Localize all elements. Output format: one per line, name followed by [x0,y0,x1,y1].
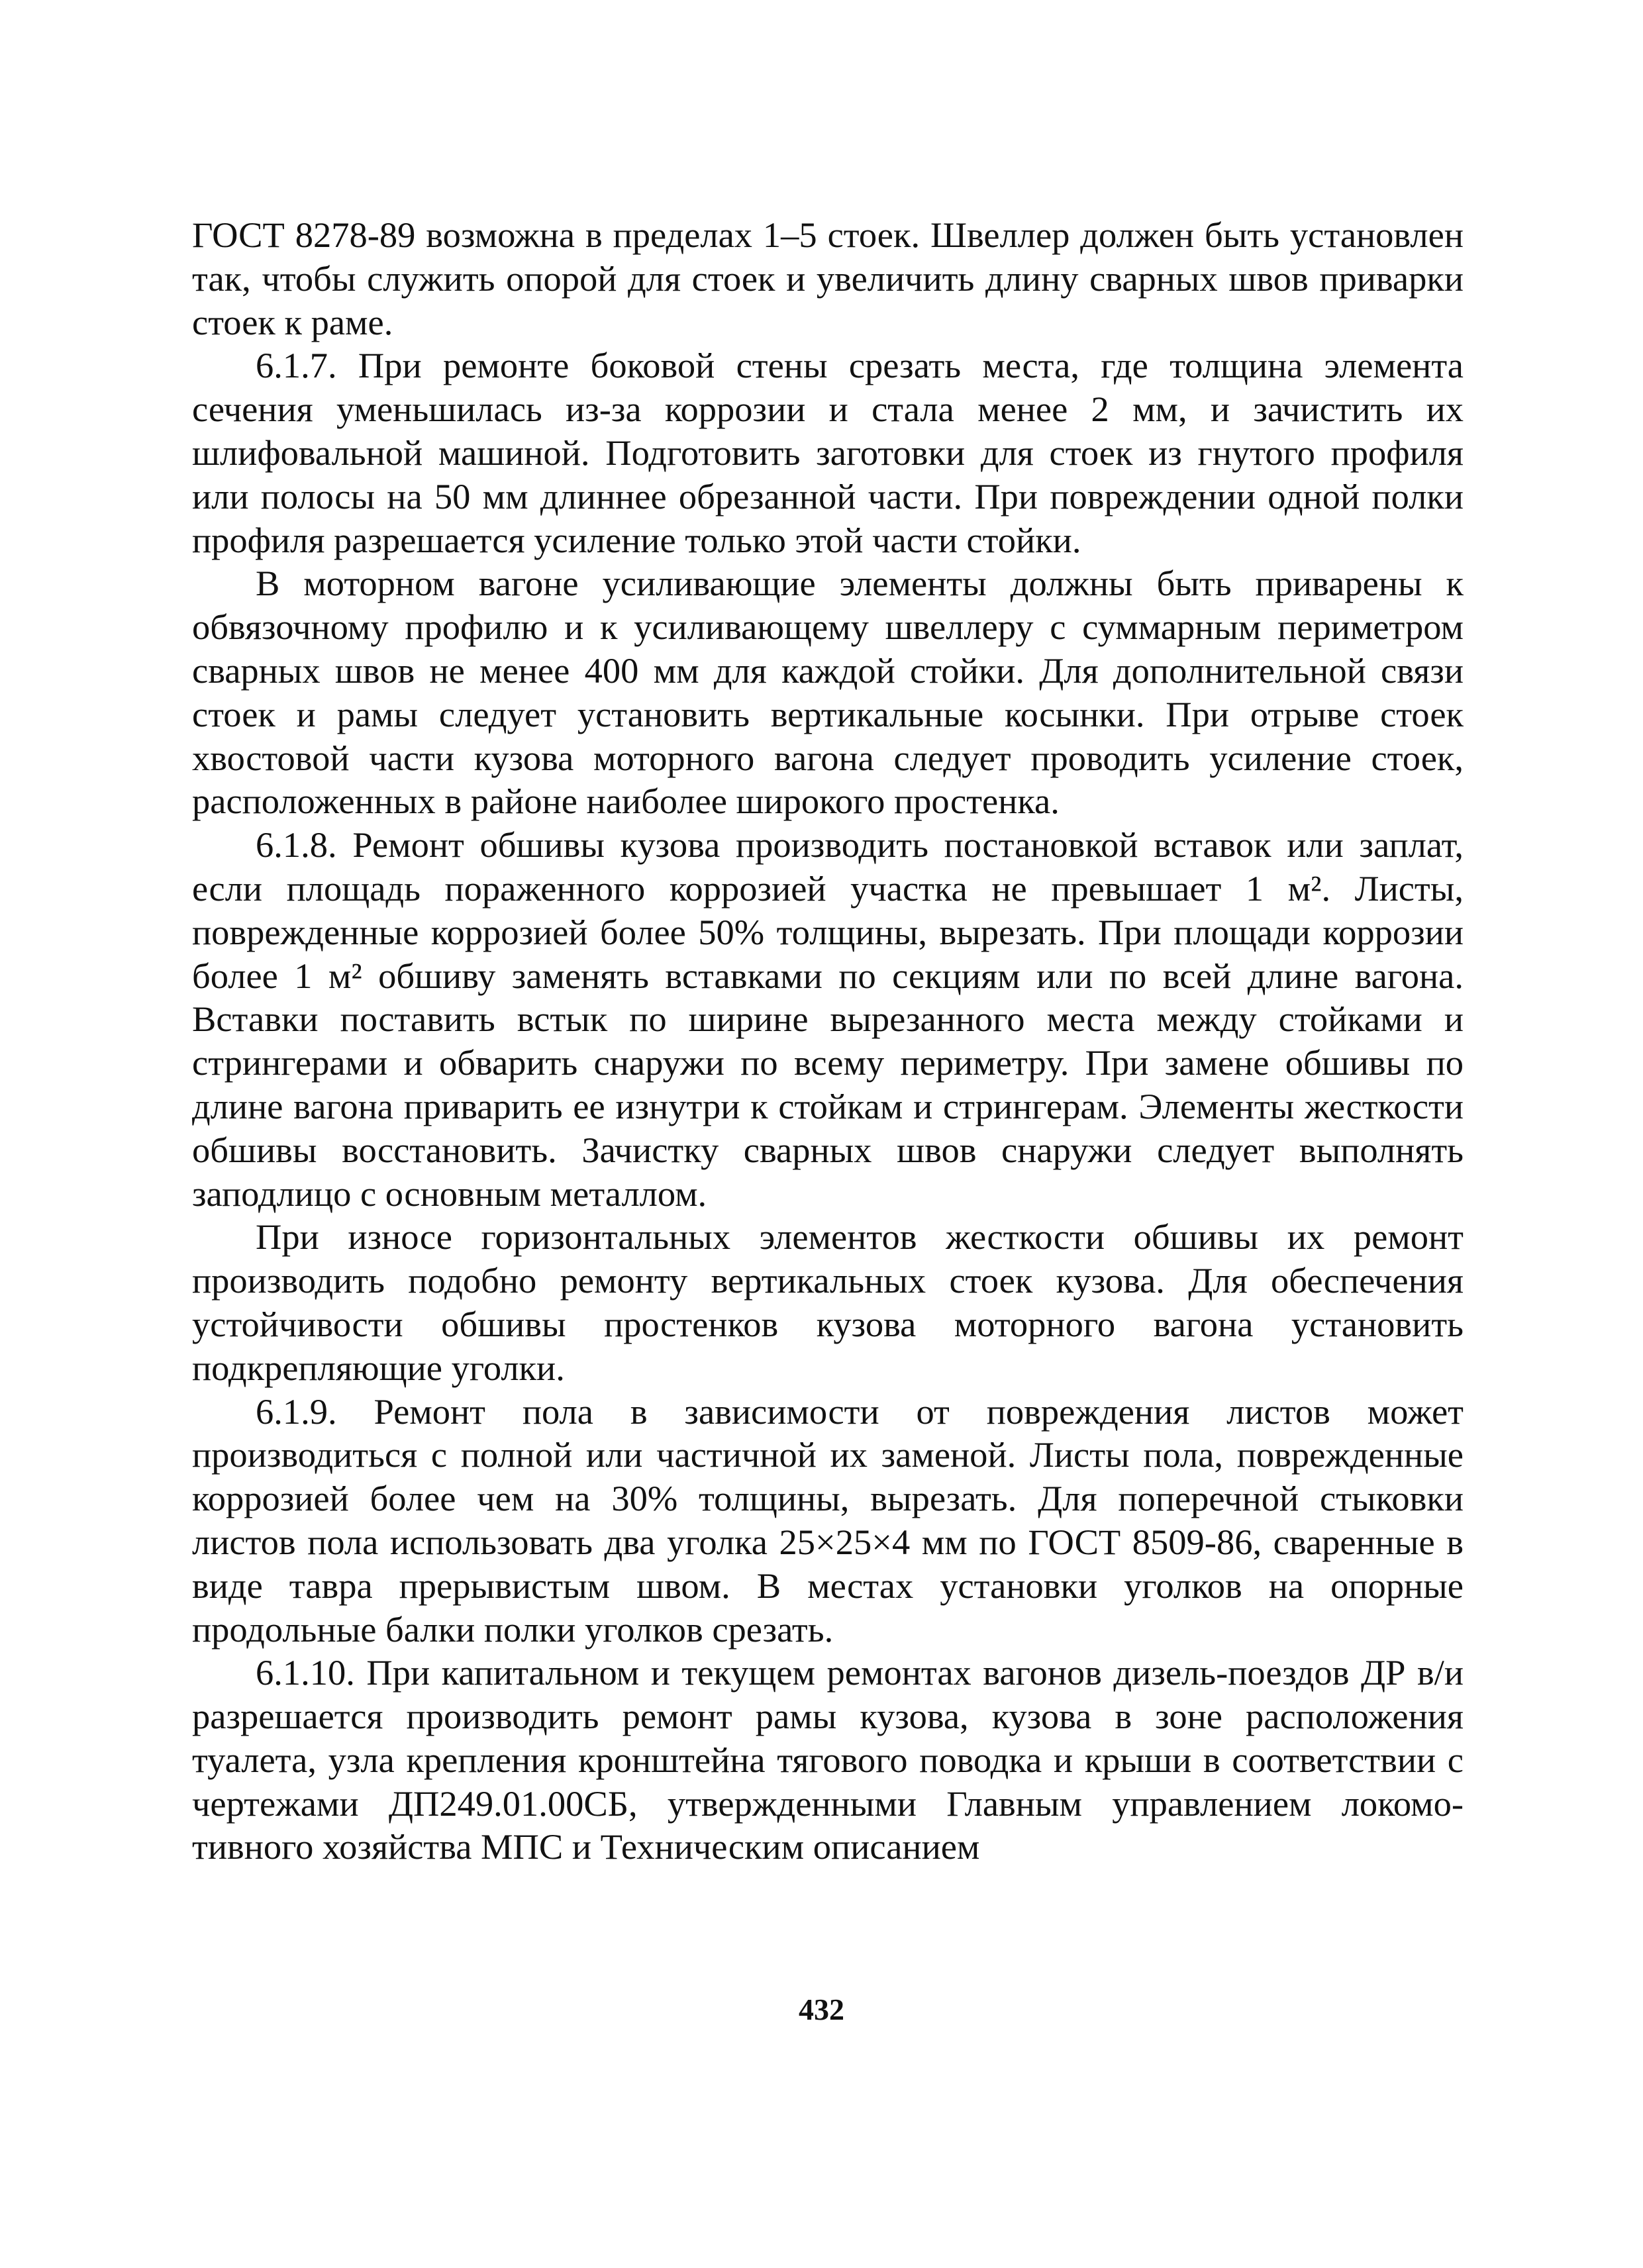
paragraph-continuation: ГОСТ 8278-89 возможна в пределах 1–5 стоек. Швеллер должен быть установлен так, чтобы служить опорой для стоек и увеличить длину сварных швов приварки стоек к раме. [192,215,1464,342]
paragraph-motor-car: В моторном вагоне усиливающие элементы должны быть приварены к обвязочному профилю и к усиливающему швеллеру с суммарным периметром сварных швов не менее 400 мм для каждой стойки. Для дополнительной связи стоек и рамы следует установить вертикальные косынки. При отрыве стоек хвостовой части кузова моторного вагона следует проводить усиление стоек, расположенных в районе наиболее широкого простенка. [192,563,1464,822]
paragraph-6-1-8: 6.1.8. Ремонт обшивы кузова производить постановкой вставок или заплат, если площадь пораженного коррозией участка не превышает 1 м². Листы, поврежденные коррозией более 50% толщины, вырезать. При площади коррозии более 1 м² обшиву заменять вставками по секциям или по всей длине вагона. Вставки поставить встык по ширине вырезанного места между стойками и стрингерами и обварить снаружи по всему периметру. При замене обшивы по длине вагона приварить ее изнутри к стойкам и стрингерам. Элементы жесткости обшивы восстановить. Зачистку сварных швов снаружи следует выполнять заподлицо с основным металлом. [192,824,1464,1214]
paragraph-6-1-9: 6.1.9. Ремонт пола в зависимости от повреждения листов может производиться с полной или частичной их заменой. Листы пола, поврежденные коррозией более чем на 30% толщины, вырезать. Для поперечной стыковки листов пола использовать два уголка 25×25×4 мм по ГОСТ 8509-86, сваренные в виде тавра прерывистым швом. В местах установки уголков на опорные продольные балки полки уголков срезать. [192,1391,1464,1650]
paragraph-6-1-7: 6.1.7. При ремонте боковой стены срезать места, где толщина элемента сечения уменьшилась из-за коррозии и стала менее 2 мм, и зачистить их шлифовальной машиной. Подготовить заготовки для стоек из гнутого профиля или полосы на 50 мм длиннее обрезанной части. При повреждении одной полки профиля разрешается усиление только этой части стойки. [192,345,1464,560]
paragraph-6-1-10: 6.1.10. При капитальном и текущем ремонтах вагонов дизель-поездов ДР в/и разрешается производить ремонт рамы кузова, кузова в зоне расположения туалета, узла крепления кронштейна тягового поводка и крыши в соответствии с чертежами ДП249.01.00СБ, утвержденными Главным управлением локомо-тивного хозяйства МПС и Техническим описанием [192,1652,1464,1867]
body-text [192,213,1464,1869]
paragraph-horizontal-elements: При износе горизонтальных элементов жесткости обшивы их ремонт производить подобно ремонту вертикальных стоек кузова. Для обеспечения устойчивости обшивы простенков кузова моторного вагона установить подкрепляющие уголки. [192,1216,1464,1388]
page-number: 432 [799,1993,844,2026]
